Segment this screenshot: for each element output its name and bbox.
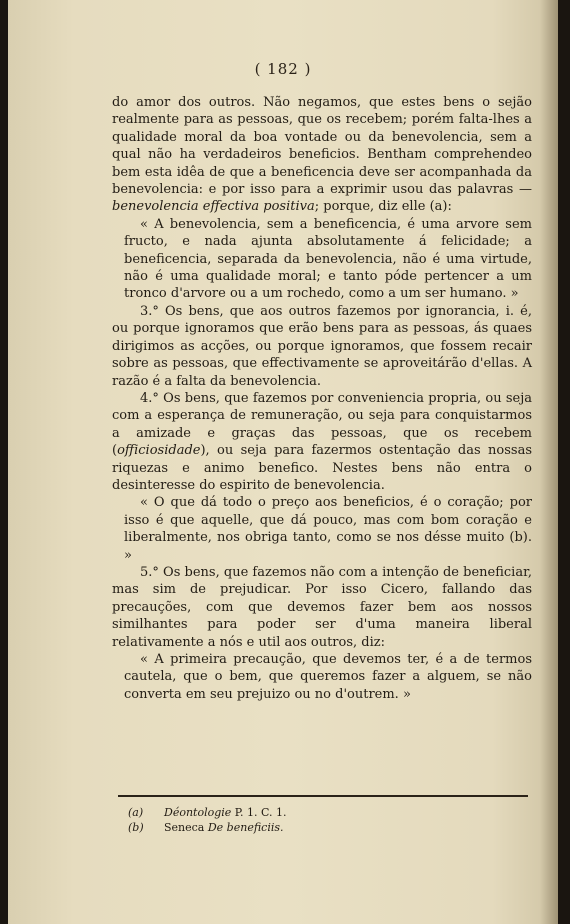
footnote-mark: (a) — [128, 806, 144, 819]
paragraph-1-text: do amor dos outros. Não negamos, que estes bens o sejão realmente para as pessoas, que os recebem; porém falta-lhes a qualidade moral da boa vontade ou da benevolencia, sem a qual não ha verdadeiros beneficios. Bentham comprehendeo bem esta idêa de que a beneficencia deve ser acompanhada da benevolencia: e por isso para a exprimir usou das palavras — — [112, 95, 532, 198]
book-page — [8, 0, 558, 924]
quote-1: « A benevolencia, sem a beneficencia, é uma arvore sem fructo, e nada ajunta absolutamente á felicidade; a beneficencia, separada da benevolencia, não é uma virtude, não é uma qualidade moral; e tanto póde pertencer a um tronco d'arvore ou a um rochedo, como a um ser humano. » — [124, 216, 532, 302]
paragraph-4-italic: officiosidade — [117, 443, 201, 459]
paragraph-1 — [112, 94, 532, 216]
paragraph-1-italic: benevolencia effectiva positiva — [112, 199, 315, 215]
quote-3: « A primeira precaução, que devemos ter, é a de termos cautela, que o bem, que queremos fazer a alguem, se não converta em seu prejuizo ou no d'outrem. » — [124, 652, 532, 702]
paragraph-3: 3.° Os bens, que aos outros fazemos por ignorancia, i. é, ou porque ignoramos que erão bens para as pessoas, ás quaes dirigimos as acções, ou porque ignoramos, que fossem recair sobre as pessoas, que effectivamente se aproveitárão d'ellas. A razão é a falta da benevolencia. — [112, 303, 532, 389]
footnote-italic: Déontologie — [164, 806, 232, 819]
paragraph-4 — [112, 390, 532, 494]
page-gutter-shadow — [540, 0, 558, 924]
paragraph-5: 5.° Os bens, que fazemos não com a intenção de beneficiar, mas sim de prejudicar. Por isso Cicero, fallando das precauções, com que devemos fazer bem aos nossos similhantes para poder ser d'uma maneira liberal relativamente a nós e util aos outros, diz: — [112, 564, 532, 650]
paragraph-1-end: ; porque, diz elle (a): — [314, 199, 452, 215]
footnote-a — [128, 805, 528, 820]
footnote-italic: De beneficiis. — [207, 821, 284, 834]
page-number: ( 182 ) — [254, 60, 312, 78]
footnote-text: P. 1. C. 1. — [231, 806, 287, 819]
footnote-text: Seneca — [164, 821, 208, 834]
paragraph-4-end: ), ou seja para fazermos ostentação das nossas riquezas e animo benefico. Nestes bens não entra o desinteresse do espirito de benevolencia. — [112, 443, 532, 493]
footnotes — [128, 805, 528, 835]
footnote-mark: (b) — [128, 821, 144, 834]
paragraph-4-text: 4.° Os bens, que fazemos por conveniencia propria, ou seja com a esperança de remuneração, ou seja para conquistarmos a amizade e graças das pessoas, que os recebem ( — [112, 390, 532, 459]
main-text — [112, 94, 532, 703]
quote-2: « O que dá todo o preço aos beneficios, é o coração; por isso é que aquelle, que dá pouco, mas com bom coração e liberalmente, nos obriga tanto, como se nos désse muito (b). » — [124, 495, 532, 563]
footnote-rule — [118, 795, 528, 797]
footnote-b — [128, 820, 528, 835]
